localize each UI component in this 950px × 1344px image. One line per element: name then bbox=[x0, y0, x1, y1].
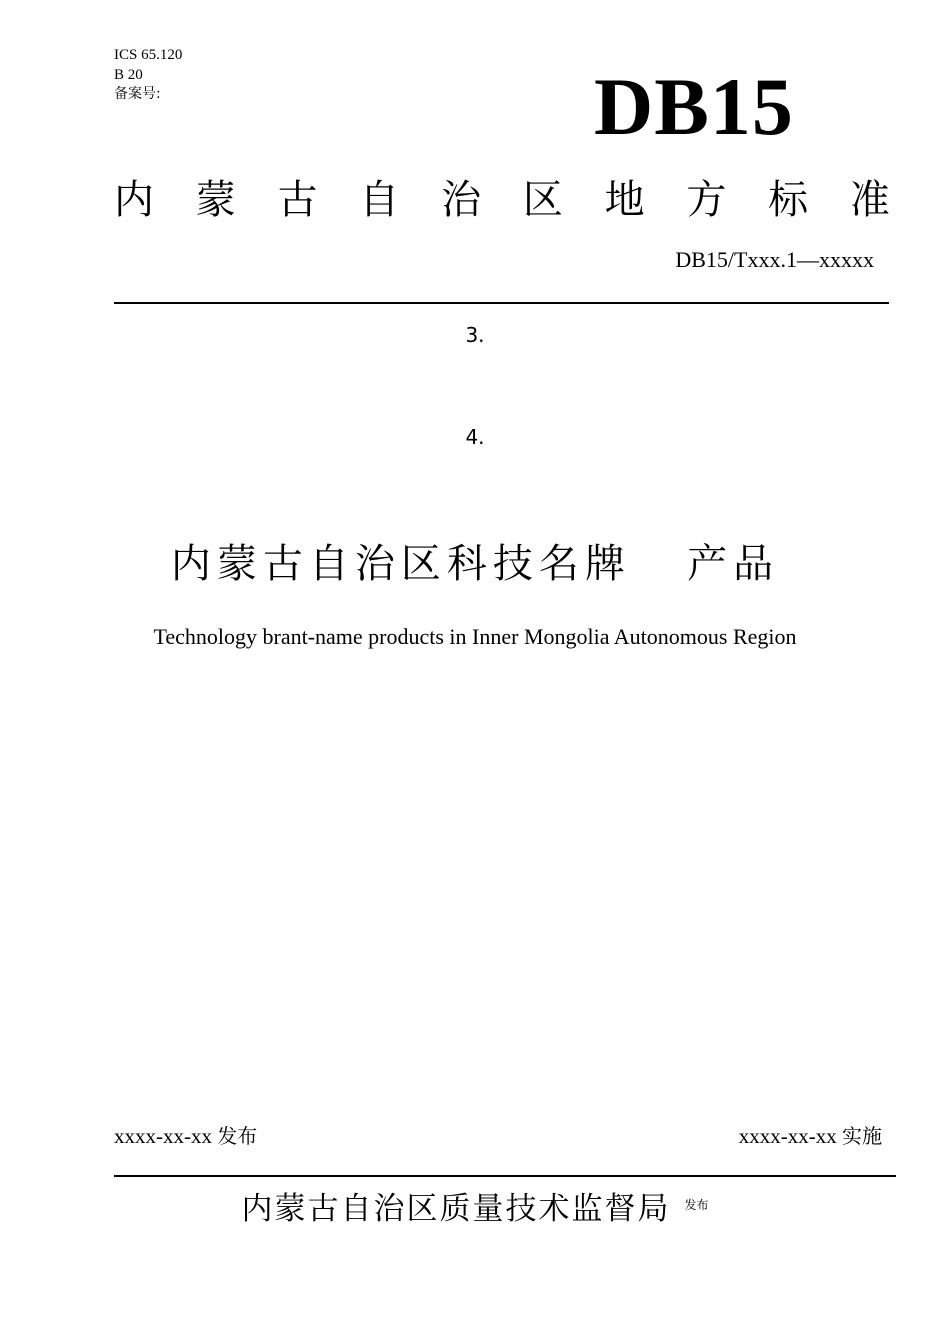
issuer-line bbox=[0, 1188, 950, 1230]
issuer-suffix: 发布 bbox=[684, 1198, 709, 1212]
header-divider bbox=[114, 302, 889, 304]
ics-code: ICS 65.120 bbox=[114, 47, 183, 63]
standard-type-char: 自 bbox=[359, 177, 400, 223]
standard-type-char: 区 bbox=[522, 177, 563, 223]
implement-date bbox=[739, 1122, 882, 1150]
implement-label: 实施 bbox=[842, 1124, 882, 1148]
standard-type-char: 内 bbox=[114, 177, 154, 223]
standard-type-char: 治 bbox=[441, 177, 482, 223]
document-title-en: Technology brant-name products in Inner Mongolia Autonomous Region bbox=[153, 624, 797, 649]
standard-type-char: 标 bbox=[768, 177, 809, 223]
standard-type-char: 方 bbox=[686, 177, 727, 223]
standard-number: DB15/Txxx.1—xxxxx bbox=[675, 247, 874, 272]
publish-date bbox=[114, 1122, 257, 1150]
filing-number-label: 备案号: bbox=[114, 86, 161, 102]
standard-type-char: 蒙 bbox=[195, 177, 236, 223]
standard-type-title bbox=[114, 174, 890, 226]
standard-type-char: 古 bbox=[277, 177, 318, 223]
classification-block bbox=[114, 46, 182, 105]
footer-divider bbox=[114, 1175, 896, 1177]
list-number-4: 4. bbox=[465, 425, 485, 449]
category-code: B 20 bbox=[114, 66, 143, 83]
standard-type-char: 准 bbox=[849, 177, 890, 223]
publish-label: 发布 bbox=[217, 1124, 258, 1148]
publish-date-value: xxxx-xx-xx bbox=[114, 1124, 212, 1148]
issuer-name: 内蒙古自治区质量技术监督局 bbox=[241, 1191, 671, 1227]
document-title-cn: 内蒙古自治区科技名牌 产品 bbox=[170, 541, 780, 587]
list-number-3: 3. bbox=[465, 323, 485, 347]
db-code-logo: DB15 bbox=[594, 61, 794, 152]
standard-type-char: 地 bbox=[604, 177, 645, 223]
implement-date-value: xxxx-xx-xx bbox=[738, 1124, 837, 1148]
